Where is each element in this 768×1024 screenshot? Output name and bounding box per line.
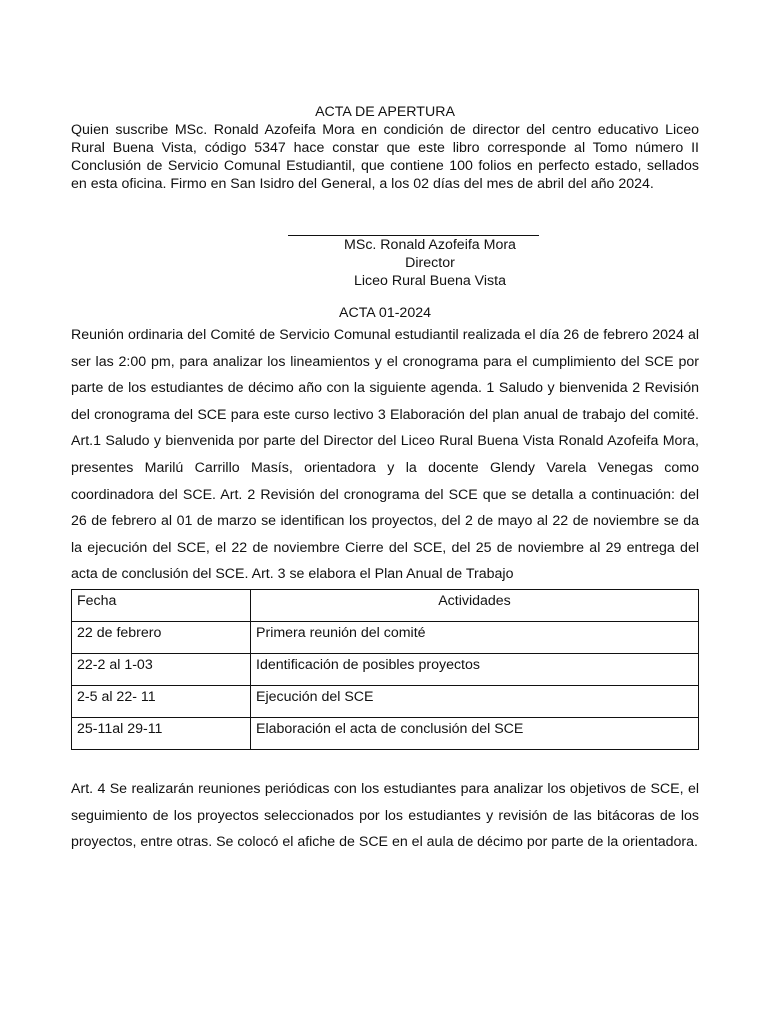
minutes-body: Reunión ordinaria del Comité de Servicio Comunal estudiantil realizada el día 26 de febrero 2024 al ser las 2:00 pm, para analizar los lineamientos y el cronograma para el cumplimiento del SCE por parte de los estudiantes de décimo año con la siguiente agenda. 1 Saludo y bienvenida 2 Revisión del cronograma del SCE para este curso lectivo 3 Elaboración del plan anual de trabajo del comité. Art.1 Saludo y bienvenida por parte del Director del Liceo Rural Buena Vista Ronald Azofeifa Mora, presentes Marilú Carrillo Masís, orientadora y la docente Glendy Varela Venegas como coordinadora del SCE. Art. 2 Revisión del cronograma del SCE que se detalla a continuación: del 26 de febrero al 01 de marzo se identifican los proyectos, del 2 de mayo al 22 de noviembre se da la ejecución del SCE, el 22 de noviembre Cierre del SCE, del 25 de noviembre al 29 entrega del acta de conclusión del SCE. Art. 3 se elabora el Plan Anual de Trabajo (71, 327, 699, 583)
minutes-closing: Art. 4 Se realizarán reuniones periódicas con los estudiantes para analizar los objetivos de SCE, el seguimiento de los proyectos seleccionados por los estudiantes y revisión de las bitácoras de los proyectos, entre otras. Se colocó el afiche de SCE en el aula de décimo por parte de la orientadora. (71, 780, 699, 851)
table-cell-date: 2-5 al 22- 11 (72, 685, 251, 717)
table-cell-date: 22-2 al 1-03 (72, 653, 251, 685)
work-plan-table (71, 589, 699, 750)
table-cell-date: 25-11al 29-11 (72, 717, 251, 749)
table-cell-activity: Primera reunión del comité (251, 621, 699, 653)
table-row (72, 685, 699, 717)
signature-block (71, 235, 699, 290)
table-row (72, 621, 699, 653)
table-header-row (72, 589, 699, 621)
table-cell-activity: Identificación de posibles proyectos (251, 653, 699, 685)
signature-name: MSc. Ronald Azofeifa Mora (344, 237, 516, 253)
table-row (72, 653, 699, 685)
signature-role: Director (405, 255, 455, 271)
table-header-activities: Actividades (251, 589, 699, 621)
signature-institution: Liceo Rural Buena Vista (354, 273, 506, 289)
table-row (72, 717, 699, 749)
document-page (71, 103, 699, 856)
table-cell-activity: Ejecución del SCE (251, 685, 699, 717)
table-cell-activity: Elaboración el acta de conclusión del SCE (251, 717, 699, 749)
minutes-title: ACTA 01-2024 (338, 305, 431, 321)
opening-title: ACTA DE APERTURA (315, 104, 455, 120)
table-cell-date: 22 de febrero (72, 621, 251, 653)
opening-body: Quien suscribe MSc. Ronald Azofeifa Mora en condición de director del centro educativo Liceo Rural Buena Vista, código 5347 hace constar que este libro corresponde al Tomo número II Conclusión de Servicio Comunal Estudiantil, que contiene 100 folios en perfecto estado, sellados en esta oficina. Firmo en San Isidro del General, a los 02 días del mes de abril del año 2024. (71, 122, 699, 192)
table-header-date: Fecha (72, 589, 251, 621)
